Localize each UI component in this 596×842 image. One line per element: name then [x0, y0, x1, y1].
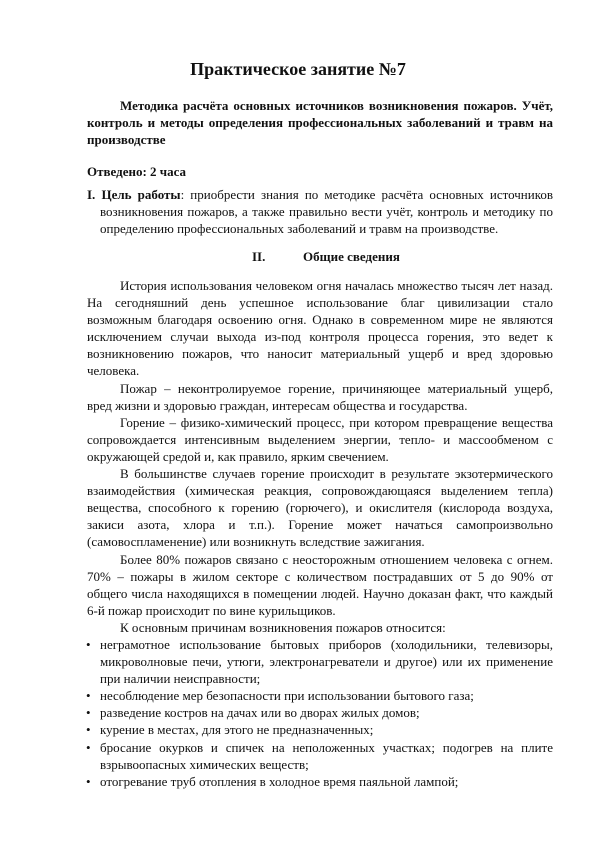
causes-list	[87, 636, 553, 790]
goal-numeral: I.	[87, 187, 96, 202]
paragraph: История использования человеком огня началась множество тысяч лет назад. На сегодняшний день успешное использование благ цивилизации стало возможным благодаря освоению огня. Однако в современном мире не являются исключением случаи выхода из-под контроля процесса горения, это ведет к возникновению пожаров, что наносит материальный ущерб и вред здоровью человека.	[87, 278, 553, 379]
list-item	[87, 739, 553, 773]
list-item	[87, 636, 553, 687]
paragraph: К основным причинам возникновения пожаров относится:	[120, 619, 446, 635]
paragraph: В большинстве случаев горение происходит в результате экзотермического взаимодействия (химическая реакция, сопровождающаяся выделением тепла) вещества, способного к горению (горючего), и окислителя (кислорода воздуха, закиси азота, хлора и т.п.). Горение может начаться самопроизвольно (самовоспламенение) или возникнуть вследствие зажигания.	[87, 466, 553, 550]
list-item-text: неграмотное использование бытовых приборов (холодильники, телевизоры, микроволновые печи, утюги, электронагреватели и другое) или их применение при наличии неисправности;	[100, 636, 553, 687]
goal-label: Цель работы	[101, 187, 181, 202]
list-item	[87, 704, 553, 721]
bullet-icon: •	[86, 773, 91, 789]
bullet-icon: •	[86, 688, 91, 704]
paragraph: Горение – физико-химический процесс, при котором превращение вещества сопровождается интенсивным выделением энергии, тепло- и массообменом с окружающей средой и, как правило, ярким свечением.	[87, 414, 553, 464]
goal-text: : приобрести знания по методике расчёта основных источников возникновения пожаров, а также правильно вести учёт, контроль и методику по определению профессиональных заболеваний и травм на производстве.	[100, 187, 554, 236]
bullet-icon: •	[86, 636, 91, 652]
bullet-icon: •	[86, 739, 91, 755]
lesson-subtitle: Методика расчёта основных источников возникновения пожаров. Учёт, контроль и методы определения профессиональных заболеваний и травм на производстве	[87, 98, 553, 147]
list-item	[87, 773, 553, 790]
list-item-text: бросание окурков и спичек на неположенных участках; подогрев на плите взрывоопасных химических веществ;	[100, 739, 553, 772]
page-title: Практическое занятие №7	[190, 59, 406, 79]
paragraph: Более 80% пожаров связано с неосторожным отношением человека с огнем. 70% – пожары в жилом секторе с количеством пострадавших от 5 до 90% от общего числа находящихся в помещении людей. Научно доказан факт, что каждый 6-й пожар происходит по вине курильщиков.	[87, 551, 553, 618]
list-item-text: курение в местах, для этого не предназначенных;	[100, 722, 374, 738]
goal-section	[87, 186, 553, 237]
bullet-icon: •	[86, 722, 91, 738]
section-numeral: II.	[252, 249, 266, 264]
list-item	[87, 687, 553, 704]
section-title: Общие сведения	[303, 249, 400, 264]
allotted-time: Отведено: 2 часа	[87, 164, 187, 179]
list-item-text: разведение костров на дачах или во дворах жилых домов;	[100, 705, 420, 721]
list-item-text: несоблюдение мер безопасности при использовании бытового газа;	[100, 688, 474, 704]
list-item-text: отогревание труб отопления в холодное время паяльной лампой;	[100, 773, 459, 789]
list-item	[87, 721, 553, 738]
bullet-icon: •	[86, 705, 91, 721]
body-text	[87, 277, 553, 790]
paragraph: Пожар – неконтролируемое горение, причиняющее материальный ущерб, вред жизни и здоровью граждан, интересам общества и государства.	[87, 380, 553, 413]
